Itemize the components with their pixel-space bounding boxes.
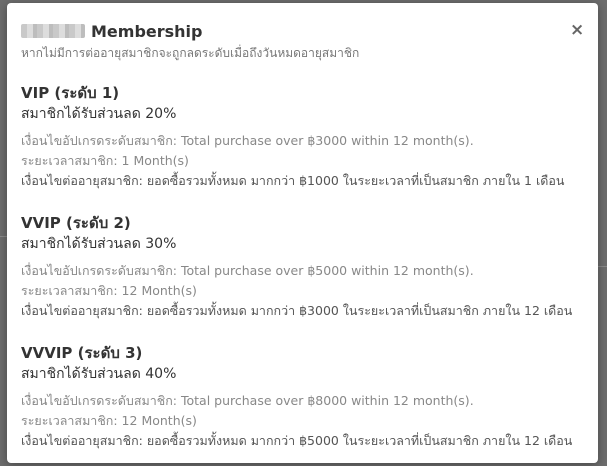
- tier-upgrade-condition: เงื่อนไขอัปเกรดระดับสมาชิก: Total purchase over ฿5000 within 12 month(s).: [21, 263, 474, 278]
- tier-discount: สมาชิกได้รับส่วนลด 20%: [21, 106, 177, 122]
- tier-vip: [21, 83, 584, 191]
- tier-list: [21, 83, 584, 451]
- tier-upgrade-condition: เงื่อนไขอัปเกรดระดับสมาชิก: Total purchase over ฿3000 within 12 month(s).: [21, 133, 474, 148]
- tier-vvvip: [21, 343, 584, 451]
- tier-renewal-condition: เงื่อนไขต่ออายุสมาชิก: ยอดซื้อรวมทั้งหมด มากกว่า ฿5000 ในระยะเวลาที่เป็นสมาชิก ภายใน 12 เดือน: [21, 433, 573, 448]
- modal-subtitle: หากไม่มีการต่ออายุสมาชิกจะถูกลดระดับเมื่อถึงวันหมดอายุสมาชิก: [21, 46, 360, 60]
- tier-details: [21, 391, 584, 451]
- redacted-store-name: [21, 24, 85, 38]
- tier-duration: ระยะเวลาสมาชิก: 12 Month(s): [21, 413, 197, 428]
- tier-details: [21, 131, 584, 191]
- tier-vvip: [21, 213, 584, 321]
- tier-renewal-condition: เงื่อนไขต่ออายุสมาชิก: ยอดซื้อรวมทั้งหมด มากกว่า ฿3000 ในระยะเวลาที่เป็นสมาชิก ภายใน 12 เดือน: [21, 303, 573, 318]
- tier-renewal-condition: เงื่อนไขต่ออายุสมาชิก: ยอดซื้อรวมทั้งหมด มากกว่า ฿1000 ในระยะเวลาที่เป็นสมาชิก ภายใน 1 เดือน: [21, 173, 565, 188]
- membership-modal: [7, 3, 598, 463]
- tier-duration: ระยะเวลาสมาชิก: 1 Month(s): [21, 153, 189, 168]
- modal-title: Membership: [91, 21, 203, 41]
- tier-discount: สมาชิกได้รับส่วนลด 40%: [21, 366, 177, 382]
- close-button[interactable]: ×: [570, 20, 585, 40]
- tier-discount: สมาชิกได้รับส่วนลด 30%: [21, 236, 177, 252]
- tier-name: VVVIP (ระดับ 3): [21, 344, 143, 362]
- tier-upgrade-condition: เงื่อนไขอัปเกรดระดับสมาชิก: Total purchase over ฿8000 within 12 month(s).: [21, 393, 474, 408]
- tier-name: VIP (ระดับ 1): [21, 84, 120, 102]
- tier-name: VVIP (ระดับ 2): [21, 214, 131, 232]
- tier-details: [21, 261, 584, 321]
- background-divider: [598, 266, 607, 267]
- background-divider: [0, 236, 7, 237]
- modal-title-row: [21, 19, 584, 43]
- tier-duration: ระยะเวลาสมาชิก: 12 Month(s): [21, 283, 197, 298]
- modal-header: [21, 19, 584, 63]
